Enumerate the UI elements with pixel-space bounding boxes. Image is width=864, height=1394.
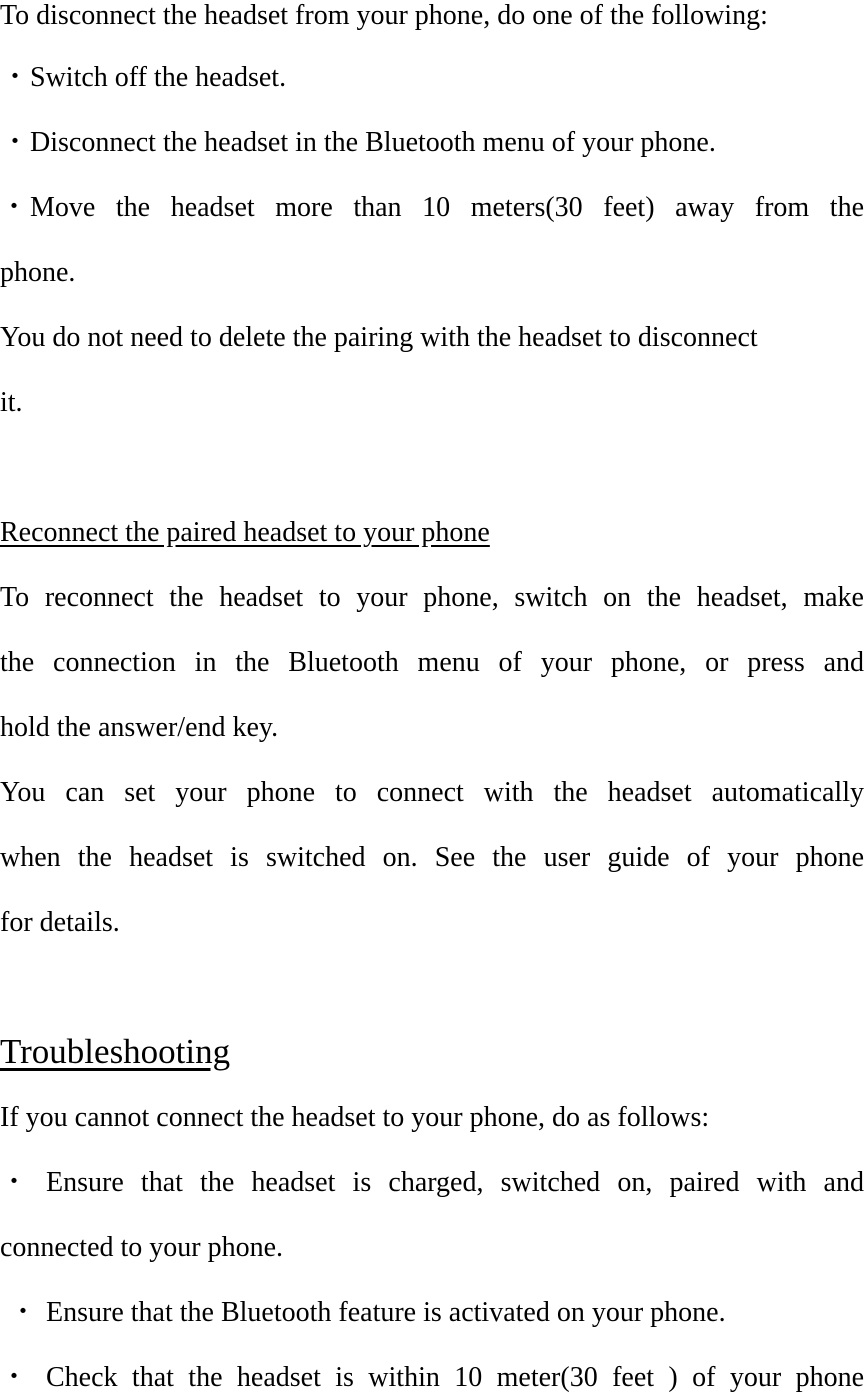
bullet-icon: ・: [0, 62, 29, 93]
list-item: ・ Ensure that the Bluetooth feature is activated on your phone.: [0, 1297, 864, 1329]
list-item: ・Disconnect the headset in the Bluetooth menu of your phone.: [0, 127, 716, 158]
troubleshooting-heading: Troubleshooting: [0, 1032, 231, 1071]
paragraph-line: when the headset is switched on. See the user guide of your phone: [0, 842, 864, 873]
list-item: ・ Ensure that the headset is charged, switched on, paired with and: [0, 1167, 864, 1198]
list-item: ・Move the headset more than 10 meters(30 feet) away from the: [0, 192, 864, 223]
list-item: ・Switch off the headset.: [0, 62, 287, 93]
paragraph-line: To reconnect the headset to your phone, switch on the headset, make: [0, 582, 864, 613]
bullet-icon: ・: [8, 1297, 37, 1328]
paragraph-line: hold the answer/end key.: [0, 712, 279, 743]
bullet-icon: ・: [0, 127, 29, 158]
note-text: it.: [0, 387, 23, 418]
bullet-icon: ・: [0, 192, 29, 223]
list-item: ・ Check that the headset is within 10 meter(30 feet ) of your phone: [0, 1362, 864, 1393]
paragraph-line: for details.: [0, 907, 120, 938]
reconnect-heading: Reconnect the paired headset to your phone: [0, 517, 490, 548]
troubleshooting-intro: If you cannot connect the headset to your phone, do as follows:: [0, 1102, 710, 1133]
paragraph-line: You can set your phone to connect with the headset automatically: [0, 777, 864, 808]
bullet-icon: ・: [0, 1167, 29, 1198]
list-item-continuation: connected to your phone.: [0, 1232, 284, 1263]
list-item-continuation: phone.: [0, 257, 76, 288]
disconnect-intro: To disconnect the headset from your phone, do one of the following:: [0, 0, 768, 31]
paragraph-line: the connection in the Bluetooth menu of your phone, or press and: [0, 647, 864, 678]
bullet-icon: ・: [0, 1362, 29, 1393]
note-text: You do not need to delete the pairing with the headset to disconnect: [0, 322, 758, 353]
